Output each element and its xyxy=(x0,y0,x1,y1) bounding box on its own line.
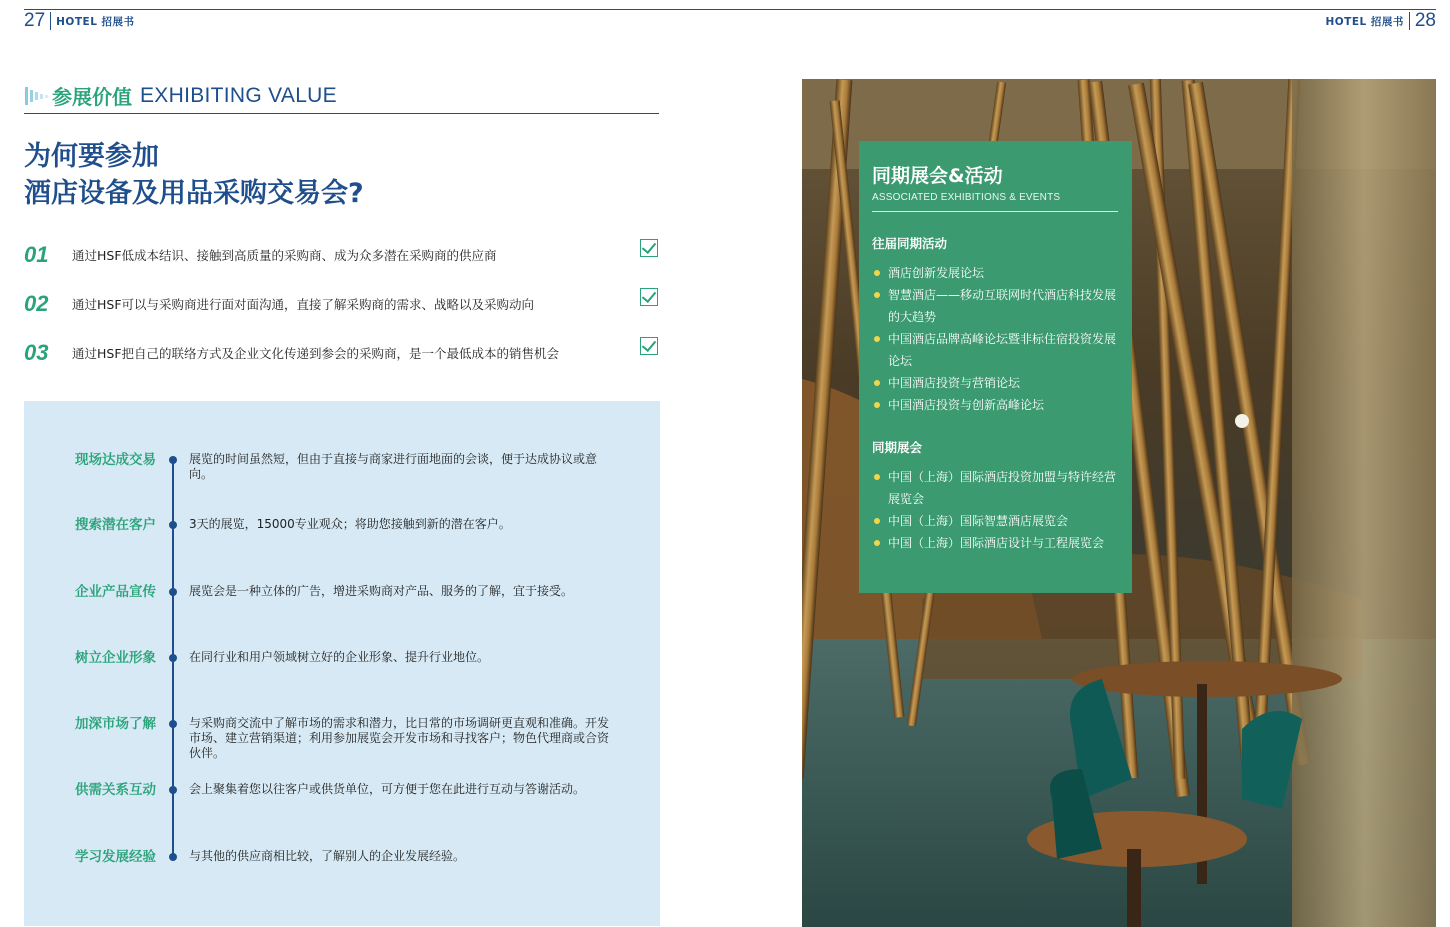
list-item: 中国（上海）国际酒店投资加盟与特许经营展览会 xyxy=(872,466,1118,510)
timeline-dot xyxy=(169,654,177,662)
list-item: 智慧酒店——移动互联网时代酒店科技发展的大趋势 xyxy=(872,284,1118,328)
timeline-dot xyxy=(169,853,177,861)
signal-bars-icon xyxy=(24,83,48,109)
events-divider xyxy=(872,211,1118,212)
events-subtitle: ASSOCIATED EXHIBITIONS & EVENTS xyxy=(872,192,1061,203)
timeline-dot xyxy=(169,786,177,794)
timeline-dot xyxy=(169,588,177,596)
concurrent-exhibitions-list xyxy=(872,466,1118,554)
benefit-text: 展览的时间虽然短，但由于直接与商家进行面地面的会谈，便于达成协议或意向。 xyxy=(189,452,598,481)
checkbox-checked-icon xyxy=(640,239,658,257)
section-title-cn: 参展价值 xyxy=(52,85,132,109)
timeline-dot xyxy=(169,521,177,529)
right-header-label: HOTEL 招展书 xyxy=(1325,15,1404,28)
list-item: 中国（上海）国际智慧酒店展览会 xyxy=(872,510,1118,532)
reason-item xyxy=(24,230,660,279)
events-title: 同期展会&活动 xyxy=(872,165,1003,187)
benefit-text: 与采购商交流中了解市场的需求和潜力，比日常的市场调研更直观和准确。开发市场、建立营销渠道；利用参加展览会开发市场和寻找客户；物色代理商或合资伙伴。 xyxy=(189,716,610,760)
benefit-text: 展览会是一种立体的广告，增进采购商对产品、服务的了解，宜于接受。 xyxy=(189,584,574,598)
header-divider xyxy=(50,12,51,30)
benefit-label: 树立企业形象 xyxy=(75,650,156,666)
checkbox-checked-icon xyxy=(640,337,658,355)
benefit-text: 3天的展览，15000专业观众；将助您接触到新的潜在客户。 xyxy=(189,517,511,531)
benefit-label: 学习发展经验 xyxy=(75,849,156,865)
left-page-header xyxy=(24,10,135,32)
header-rule xyxy=(24,9,1436,10)
concurrent-exhibitions-heading: 同期展会 xyxy=(872,440,923,455)
page-title xyxy=(24,138,364,212)
timeline-dot xyxy=(169,720,177,728)
header-divider xyxy=(1409,12,1410,30)
list-item: 中国酒店投资与创新高峰论坛 xyxy=(872,394,1118,416)
associated-events-box xyxy=(859,141,1132,593)
benefit-label: 企业产品宣传 xyxy=(75,584,156,600)
benefit-text: 与其他的供应商相比较，了解别人的企业发展经验。 xyxy=(189,849,466,863)
benefit-label: 现场达成交易 xyxy=(75,452,156,468)
left-header-label: HOTEL 招展书 xyxy=(56,15,135,28)
left-page-number: 27 xyxy=(24,10,46,31)
list-item: 中国（上海）国际酒店设计与工程展览会 xyxy=(872,532,1118,554)
benefit-label: 加深市场了解 xyxy=(75,716,156,732)
past-events-list xyxy=(872,262,1118,416)
benefits-panel xyxy=(24,401,660,926)
checkbox-checked-icon xyxy=(640,288,658,306)
reason-number: 02 xyxy=(24,290,49,316)
timeline-dot xyxy=(169,456,177,464)
benefit-text: 会上聚集着您以往客户或供货单位，可方便于您在此进行互动与答谢活动。 xyxy=(189,782,586,796)
right-page-header xyxy=(1325,10,1436,32)
section-heading xyxy=(24,78,659,114)
list-item: 中国酒店品牌高峰论坛暨非标住宿投资发展论坛 xyxy=(872,328,1118,372)
reason-number: 03 xyxy=(24,339,49,365)
reason-text: 通过HSF低成本结识、接触到高质量的采购商、成为众多潜在采购商的供应商 xyxy=(72,247,497,263)
list-item: 中国酒店投资与营销论坛 xyxy=(872,372,1118,394)
section-title-en: EXHIBITING VALUE xyxy=(140,83,337,107)
benefit-label: 搜索潜在客户 xyxy=(75,517,156,533)
benefit-text: 在同行业和用户领域树立好的企业形象、提升行业地位。 xyxy=(189,650,490,664)
reason-number: 01 xyxy=(24,241,49,267)
page-title-line2: 酒店设备及用品采购交易会? xyxy=(24,178,364,209)
reasons-list xyxy=(24,230,660,377)
past-events-heading: 往届同期活动 xyxy=(872,236,948,251)
right-page-number: 28 xyxy=(1414,10,1436,31)
reason-text: 通过HSF可以与采购商进行面对面沟通，直接了解采购商的需求、战略以及采购动向 xyxy=(72,296,535,312)
reason-text: 通过HSF把自己的联络方式及企业文化传递到参会的采购商，是一个最低成本的销售机会 xyxy=(72,345,560,361)
reason-item xyxy=(24,279,660,328)
reason-item xyxy=(24,328,660,377)
page-title-line1: 为何要参加 xyxy=(24,141,159,172)
list-item: 酒店创新发展论坛 xyxy=(872,262,1118,284)
benefit-label: 供需关系互动 xyxy=(75,782,156,798)
